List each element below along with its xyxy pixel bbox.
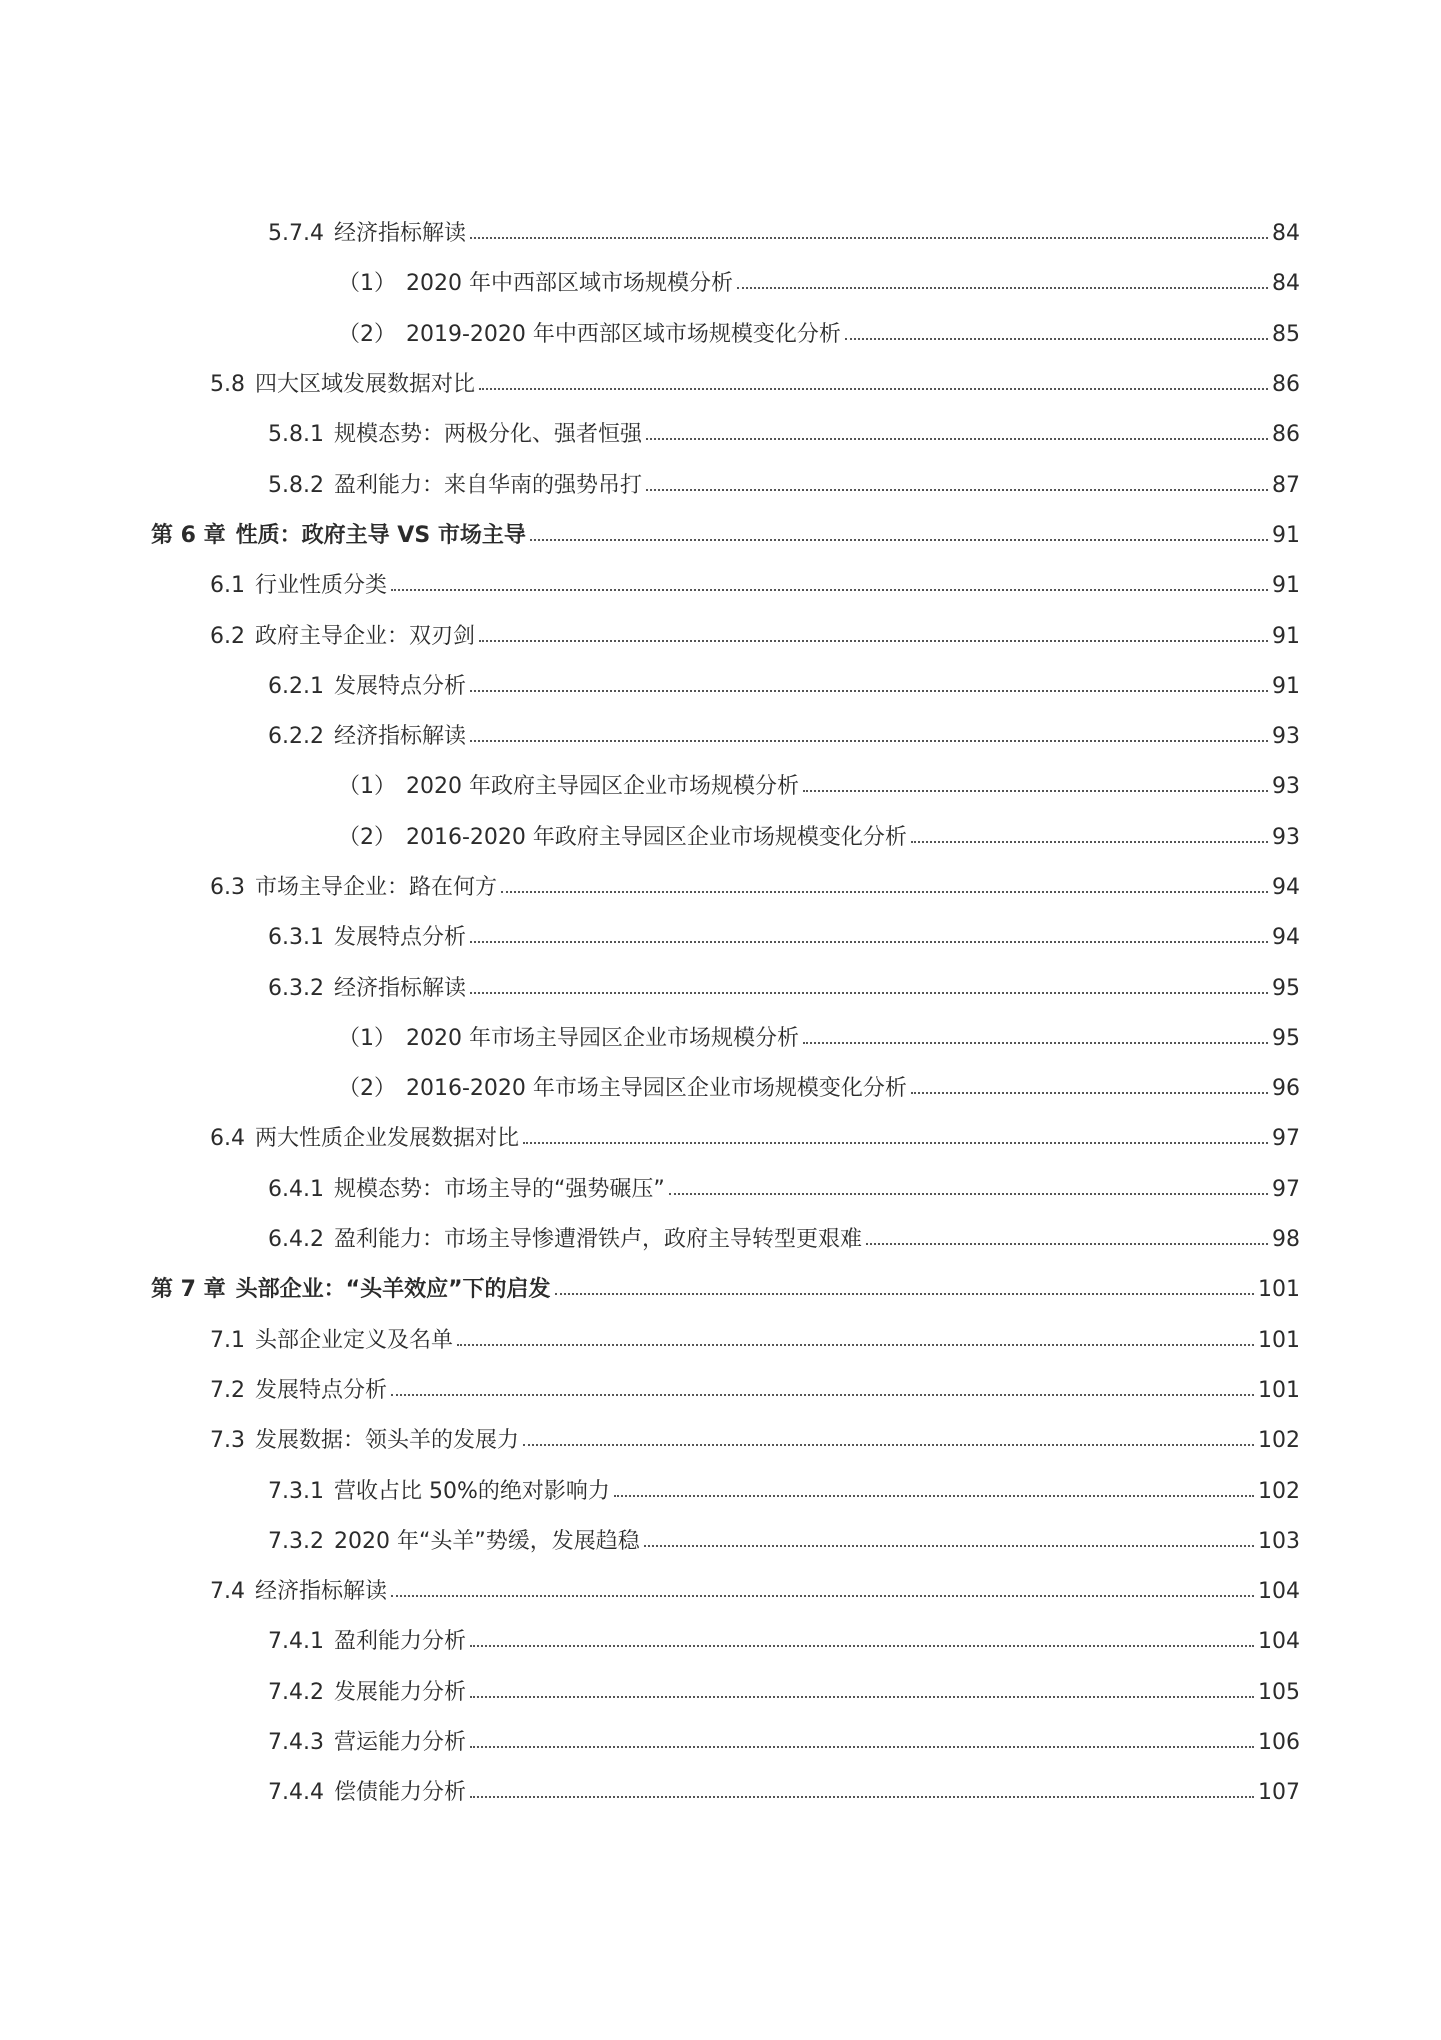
toc-entry-page: 102: [1258, 1478, 1300, 1504]
dot-leader: [501, 891, 1268, 893]
toc-entry-number: 7.1: [210, 1327, 245, 1353]
toc-entry-number: 5.8: [210, 372, 245, 398]
toc-entry[interactable]: [0, 813, 1441, 863]
toc-entry-number: 6.4.2: [268, 1227, 324, 1253]
toc-entry-title: 政府主导企业：双刃剑: [255, 623, 476, 649]
dot-leader: [530, 539, 1268, 541]
toc-entry-page: 91: [1272, 522, 1300, 548]
toc-entry[interactable]: [0, 963, 1441, 1013]
toc-entry[interactable]: [0, 209, 1441, 259]
toc-entry[interactable]: [0, 1668, 1441, 1718]
toc-entry[interactable]: [0, 1517, 1441, 1567]
toc-entry-number: 7.4.2: [268, 1679, 324, 1705]
toc-entry[interactable]: [0, 1165, 1441, 1215]
toc-entry[interactable]: [0, 1768, 1441, 1818]
toc-entry[interactable]: [0, 1215, 1441, 1265]
toc-entry[interactable]: [0, 1316, 1441, 1366]
dot-leader: [391, 589, 1268, 591]
toc-entry-number: （2）: [338, 1076, 396, 1102]
toc-entry-number: 5.7.4: [268, 221, 324, 247]
toc-entry-number: 5.8.1: [268, 422, 324, 448]
dot-leader: [523, 1444, 1254, 1446]
toc-entry-page: 95: [1272, 975, 1300, 1001]
toc-entry-title: 规模态势：市场主导的“强势碾压”: [333, 1176, 665, 1202]
toc-entry[interactable]: [0, 1718, 1441, 1768]
toc-entry[interactable]: [0, 611, 1441, 661]
dot-leader: [470, 690, 1268, 692]
toc-entry[interactable]: [0, 1064, 1441, 1114]
toc-entry-number: （2）: [338, 321, 396, 347]
dot-leader: [646, 438, 1268, 440]
toc-entry-page: 93: [1272, 724, 1300, 750]
toc-entry-page: 107: [1258, 1780, 1300, 1806]
toc-entry-title: 经济指标解读: [333, 221, 466, 247]
dot-leader: [470, 1645, 1254, 1647]
dot-leader: [457, 1344, 1254, 1346]
toc-entry-page: 105: [1258, 1679, 1300, 1705]
toc-entry[interactable]: [0, 1265, 1441, 1315]
dot-leader: [911, 841, 1268, 843]
toc-entry-number: 6.1: [210, 573, 245, 599]
toc-entry[interactable]: [0, 863, 1441, 913]
toc-entry[interactable]: [0, 460, 1441, 510]
dot-leader: [470, 941, 1268, 943]
toc-entry-page: 104: [1258, 1629, 1300, 1655]
toc-entry-number: （1）: [338, 271, 396, 297]
toc-entry[interactable]: [0, 762, 1441, 812]
dot-leader: [523, 1142, 1268, 1144]
toc-entry-title: 行业性质分类: [255, 573, 388, 599]
toc-entry-title: 2016-2020 年政府主导园区企业市场规模变化分析: [406, 824, 907, 850]
toc-entry-number: 6.3: [210, 875, 245, 900]
toc-entry-title: 规模态势：两极分化、强者恒强: [333, 422, 642, 448]
toc-entry-title: 2020 年“头羊”势缓，发展趋稳: [333, 1528, 640, 1554]
toc-entry-page: 86: [1272, 422, 1300, 448]
dot-leader: [391, 1595, 1254, 1597]
dot-leader: [470, 1746, 1254, 1748]
toc-entry-number: 第 7 章: [151, 1277, 226, 1303]
toc-entry[interactable]: [0, 410, 1441, 460]
dot-leader: [845, 338, 1268, 340]
toc-entry-page: 87: [1272, 472, 1300, 498]
dot-leader: [479, 640, 1268, 642]
toc-entry-page: 96: [1272, 1076, 1300, 1102]
toc-entry-number: （2）: [338, 824, 396, 850]
toc-entry-page: 106: [1258, 1730, 1300, 1756]
dot-leader: [470, 740, 1268, 742]
dot-leader: [669, 1193, 1268, 1195]
toc-entry-page: 94: [1272, 875, 1300, 900]
dot-leader: [803, 790, 1268, 792]
toc-entry-title: 发展特点分析: [333, 925, 466, 951]
toc-entry-title: 发展特点分析: [333, 673, 466, 699]
dot-leader: [644, 1545, 1254, 1547]
toc-entry-number: 7.4.3: [268, 1730, 324, 1756]
toc-entry-title: 发展特点分析: [255, 1377, 388, 1403]
toc-entry-title: 市场主导企业：路在何方: [255, 875, 498, 900]
toc-entry-title: 发展数据：领头羊的发展力: [255, 1428, 520, 1454]
table-of-contents: [0, 209, 1441, 1819]
toc-entry-title: 两大性质企业发展数据对比: [255, 1126, 520, 1152]
toc-entry-title: 2019-2020 年中西部区域市场规模变化分析: [406, 321, 841, 347]
toc-entry-title: 性质：政府主导 VS 市场主导: [235, 522, 526, 548]
dot-leader: [470, 1796, 1254, 1798]
toc-entry-number: 7.3.2: [268, 1528, 324, 1554]
toc-entry-page: 101: [1258, 1277, 1300, 1303]
toc-entry-number: 6.2: [210, 623, 245, 649]
toc-entry-number: 6.4: [210, 1126, 245, 1152]
toc-entry-number: 第 6 章: [151, 522, 226, 548]
toc-entry-title: 2020 年政府主导园区企业市场规模分析: [406, 774, 799, 800]
toc-entry-title: 四大区域发展数据对比: [255, 372, 476, 398]
toc-entry[interactable]: [0, 913, 1441, 963]
dot-leader: [911, 1092, 1268, 1094]
toc-entry[interactable]: [0, 1366, 1441, 1416]
dot-leader: [479, 388, 1268, 390]
toc-entry-number: （1）: [338, 1025, 396, 1051]
toc-entry-page: 84: [1272, 271, 1300, 297]
toc-entry[interactable]: [0, 1114, 1441, 1164]
toc-entry-page: 104: [1258, 1579, 1300, 1605]
toc-entry-page: 93: [1272, 774, 1300, 800]
toc-entry-number: 7.4.1: [268, 1629, 324, 1655]
toc-entry-number: 7.3.1: [268, 1478, 324, 1504]
toc-entry-number: （1）: [338, 774, 396, 800]
toc-entry[interactable]: [0, 1416, 1441, 1466]
toc-entry-title: 经济指标解读: [333, 724, 466, 750]
toc-entry-page: 93: [1272, 824, 1300, 850]
dot-leader: [470, 992, 1268, 994]
toc-entry-title: 盈利能力：来自华南的强势吊打: [333, 472, 642, 498]
toc-entry[interactable]: [0, 511, 1441, 561]
dot-leader: [470, 1696, 1254, 1698]
toc-entry-page: 91: [1272, 623, 1300, 649]
dot-leader: [391, 1394, 1254, 1396]
toc-entry-page: 91: [1272, 673, 1300, 699]
toc-entry-page: 97: [1272, 1126, 1300, 1152]
toc-entry-page: 94: [1272, 925, 1300, 951]
toc-entry-page: 98: [1272, 1227, 1300, 1253]
toc-entry[interactable]: [0, 1617, 1441, 1667]
toc-entry-number: 6.3.2: [268, 975, 324, 1001]
toc-entry-number: 6.2.2: [268, 724, 324, 750]
toc-entry-title: 盈利能力：市场主导惨遭滑铁卢，政府主导转型更艰难: [333, 1227, 862, 1253]
toc-entry-title: 2020 年市场主导园区企业市场规模分析: [406, 1025, 799, 1051]
toc-entry-page: 95: [1272, 1025, 1300, 1051]
toc-entry[interactable]: [0, 712, 1441, 762]
toc-entry-title: 2016-2020 年市场主导园区企业市场规模变化分析: [406, 1076, 907, 1102]
toc-entry-number: 7.3: [210, 1428, 245, 1454]
dot-leader: [803, 1042, 1268, 1044]
toc-entry-page: 97: [1272, 1176, 1300, 1202]
toc-entry[interactable]: [0, 259, 1441, 309]
toc-entry-title: 2020 年中西部区域市场规模分析: [406, 271, 733, 297]
dot-leader: [866, 1243, 1268, 1245]
toc-entry-title: 偿债能力分析: [333, 1780, 466, 1806]
toc-entry-title: 经济指标解读: [333, 975, 466, 1001]
toc-entry-page: 84: [1272, 221, 1300, 247]
toc-entry-number: 6.2.1: [268, 673, 324, 699]
toc-entry-page: 85: [1272, 321, 1300, 347]
toc-entry-title: 经济指标解读: [255, 1579, 388, 1605]
toc-entry-title: 营运能力分析: [333, 1730, 466, 1756]
toc-entry-number: 7.4.4: [268, 1780, 324, 1806]
toc-entry[interactable]: [0, 1466, 1441, 1516]
toc-entry-title: 盈利能力分析: [333, 1629, 466, 1655]
toc-entry-page: 102: [1258, 1428, 1300, 1454]
dot-leader: [614, 1495, 1254, 1497]
toc-entry-title: 头部企业：“头羊效应”下的启发: [235, 1277, 551, 1303]
toc-entry[interactable]: [0, 1567, 1441, 1617]
toc-entry-page: 103: [1258, 1528, 1300, 1554]
toc-entry[interactable]: [0, 662, 1441, 712]
toc-entry-number: 6.3.1: [268, 925, 324, 951]
toc-entry-page: 91: [1272, 573, 1300, 599]
toc-entry[interactable]: [0, 561, 1441, 611]
toc-entry-title: 营收占比 50%的绝对影响力: [333, 1478, 610, 1504]
toc-entry-title: 发展能力分析: [333, 1679, 466, 1705]
toc-entry-page: 101: [1258, 1327, 1300, 1353]
toc-entry[interactable]: [0, 310, 1441, 360]
dot-leader: [737, 287, 1268, 289]
toc-entry-number: 5.8.2: [268, 472, 324, 498]
dot-leader: [470, 237, 1268, 239]
toc-entry-number: 7.4: [210, 1579, 245, 1605]
toc-entry-number: 7.2: [210, 1377, 245, 1403]
dot-leader: [555, 1293, 1254, 1295]
toc-entry[interactable]: [0, 360, 1441, 410]
toc-entry-title: 头部企业定义及名单: [255, 1327, 454, 1353]
toc-entry-page: 86: [1272, 372, 1300, 398]
toc-entry-number: 6.4.1: [268, 1176, 324, 1202]
dot-leader: [646, 489, 1268, 491]
toc-entry[interactable]: [0, 1014, 1441, 1064]
toc-entry-page: 101: [1258, 1377, 1300, 1403]
